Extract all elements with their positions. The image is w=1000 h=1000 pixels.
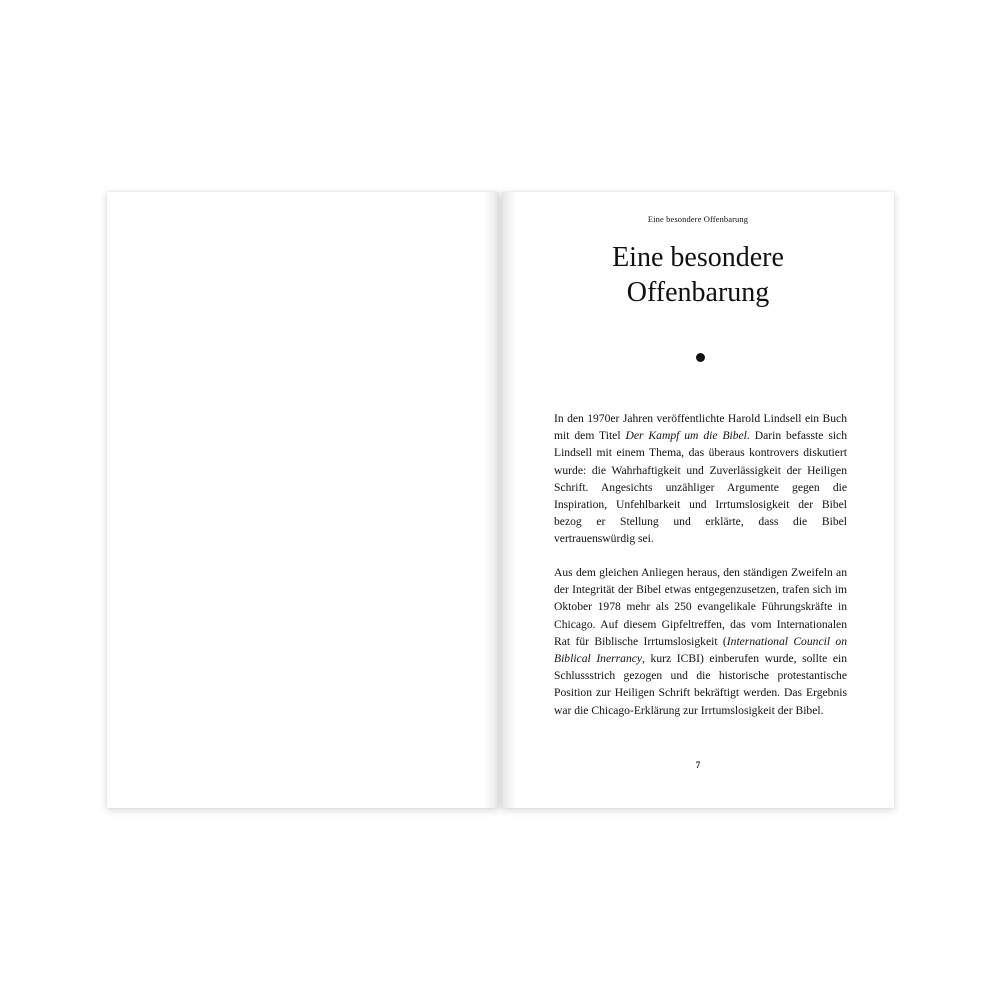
running-head: Eine besondere Offenbarung [647,214,749,224]
ornament-dot-icon [696,353,705,362]
chapter-title-line: Eine besondere [612,242,784,273]
chapter-title [502,240,894,310]
paragraph-text: Aus dem gleichen Anliegen heraus, den ständigen Zweifeln an der Integrität der Bibel etwas entgegenzusetzen, trafen sich im Oktober 1978 mehr als 250 evangelikale Führungskräfte in Chicago. Auf diesem Gipfeltreffen, das vom Internationalen Rat für Biblische Irrtumslosigkeit ( [554,566,847,648]
paragraph-text: In den 1970er Jahren veröffentlichte Harold Lindsell ein Buch mit dem Titel [554,412,847,443]
paragraph-text: . Darin befasste sich Lindsell mit einem Thema, das überaus kontrovers diskutiert wurde: die Wahrhaftigkeit und Zuverlässigkeit der Heiligen Schrift. Angesichts unzähliger Argumente gegen die Inspiration, Unfehlbarkeit und Irrtumslosigkeit der Bibel bezog er Stellung und erklärte, dass die Bibel vertrauenswürdig sei. [554,429,847,546]
right-page [502,192,894,808]
chapter-title-line: Offenbarung [626,277,770,308]
gutter-shadow [485,192,499,808]
left-page [107,192,499,808]
body-paragraph [554,564,847,719]
book-title: Der Kampf um die Bibel [625,429,747,443]
page-number: 7 [695,760,701,770]
council-name: International Council on Biblical Inerrancy [554,634,847,666]
body-paragraph [554,410,847,548]
paragraph-text: , kurz ICBI) einberufen wurde, sollte ein Schlussstrich gezogen und die historische protestantische Position zur Heiligen Schrift bekräftigt werden. Das Ergebnis war die Chicago-Erklärung zur Irrtumslosigkeit der Bibel. [554,652,847,717]
